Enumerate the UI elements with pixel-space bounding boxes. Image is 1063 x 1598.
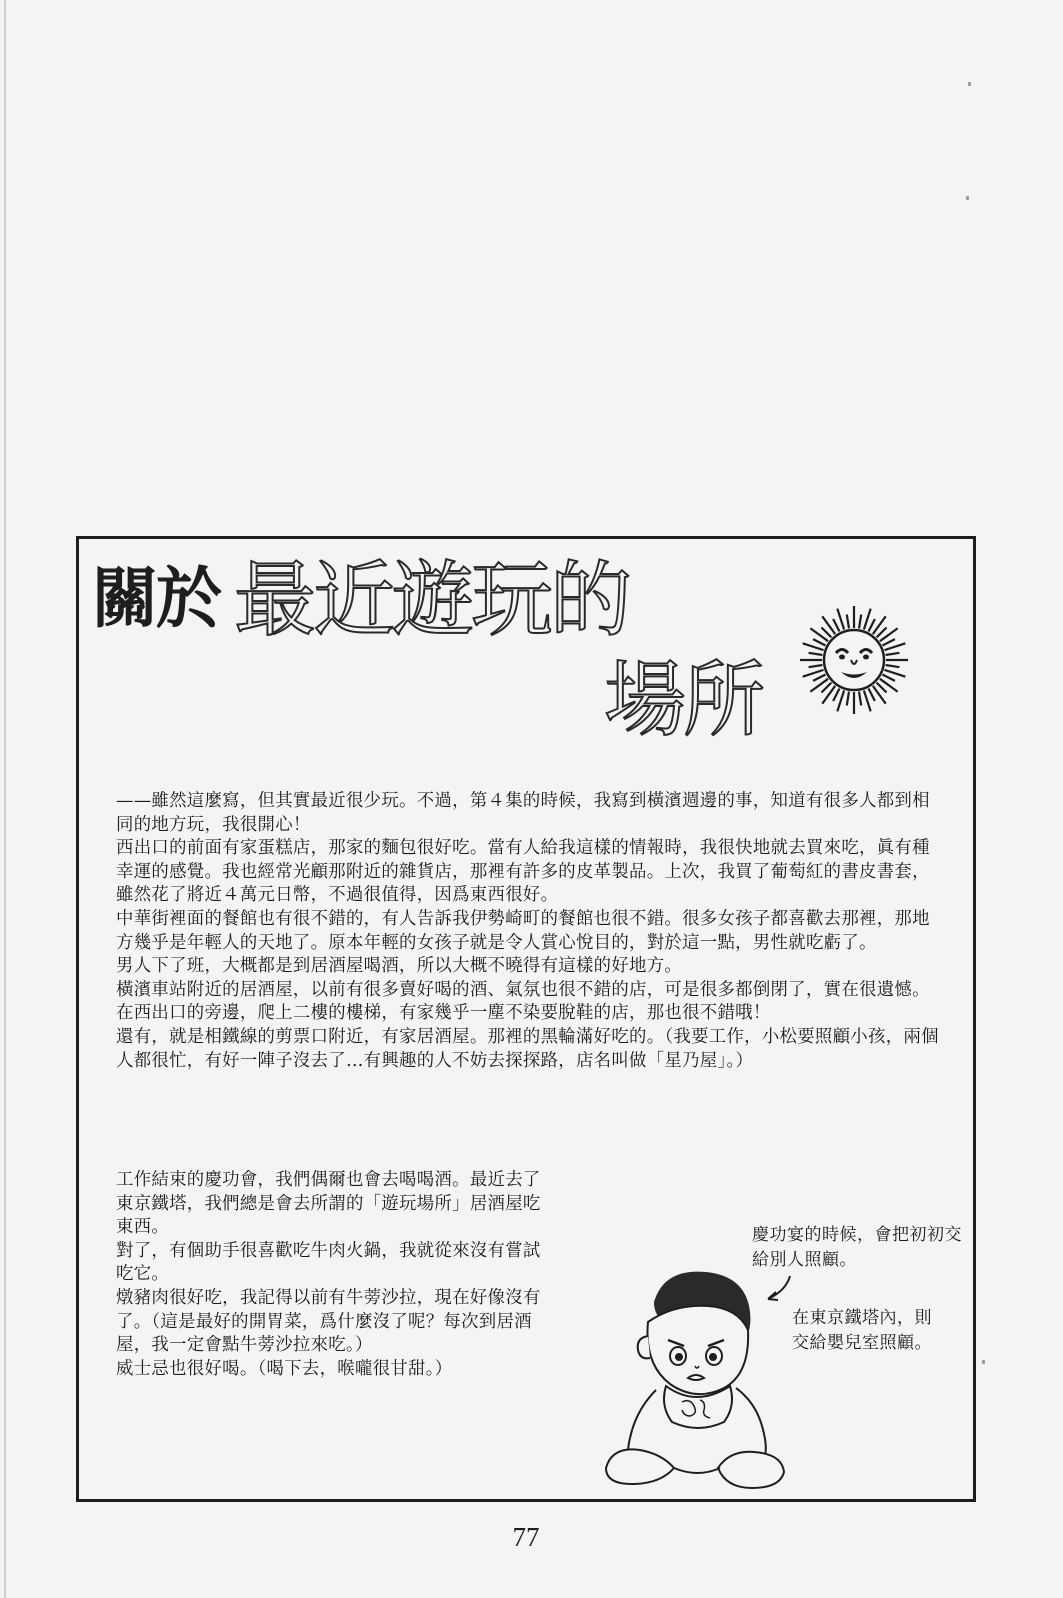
title-part-2: 最近遊玩的 [234,553,630,648]
paragraph: 男人下了班，大概都是到居酒屋喝酒，所以大概不曉得有這樣的好地方。 [116,956,683,977]
illustration-note-2: 在東京鐵塔內，則交給嬰兒室照顧。 [792,1308,932,1353]
paragraph: 還有，就是相鐵線的剪票口附近，有家居酒屋。那裡的黑輪滿好吃的。（我要工作，小松要照顧小孩，兩個人都很忙，有好一陣子沒去了…有興趣的人不妨去探探路，店名叫做「星乃屋」。） [116,1026,939,1071]
scan-speck [968,82,971,86]
paragraph: 西出口的前面有家蛋糕店，那家的麵包很好吃。當有人給我這樣的情報時，我很快地就去買來吃，眞有種幸運的感覺。我也經常光顧那附近的雜貨店，那裡有許多的皮革製品。上次，我買了葡萄紅的書皮書套，雖然花了將近４萬元日幣，不過很值得，因爲東西很好。 [116,838,930,906]
title-part-1: 關於 [92,560,220,637]
page-left-edge [4,0,6,1598]
page-number: 77 [512,1522,540,1552]
title-part-3: 場所 [604,653,763,748]
paragraph: 威士忌也很好喝。（喝下去，喉嚨很甘甜。） [116,1358,453,1379]
paragraph: 中華街裡面的餐館也有很不錯的，有人告訴我伊勢崎町的餐館也很不錯。很多女孩子都喜歡去那裡，那地方幾乎是年輕人的天地了。原本年輕的女孩子就是令人賞心悅目的，對於這一點，男性就吃虧了。 [116,908,930,953]
paragraph: 對了，有個助手很喜歡吃牛肉火鍋，我就從來沒有嘗試吃它。 [116,1240,541,1285]
sun-face-icon [798,604,910,716]
article-body-lower [116,1169,556,1381]
scan-speck [966,196,969,200]
article-body [116,790,940,1073]
paragraph: 工作結束的慶功會，我們偶爾也會去喝喝酒。最近去了東京鐵塔，我們總是會去所謂的「遊玩場所」居酒屋吃東西。 [116,1170,541,1238]
baby-illustration [596,1262,796,1494]
scan-speck [982,1360,985,1364]
paragraph: 橫濱車站附近的居酒屋，以前有很多賣好喝的酒、氣氛也很不錯的店，可是很多都倒閉了，實在很遺憾。在西出口的旁邊，爬上二樓的樓梯，有家幾乎一塵不染要脫鞋的店，那也很不錯哦！ [116,979,930,1024]
paragraph: 燉豬肉很好吃，我記得以前有牛蒡沙拉，現在好像沒有了。（這是最好的開胃菜，爲什麼沒了呢？每次到居酒屋，我一定會點牛蒡沙拉來吃。） [116,1287,541,1356]
paragraph: ——雖然這麼寫，但其實最近很少玩。不過，第４集的時候，我寫到橫濱週邊的事，知道有很多人都到相同的地方玩，我很開心！ [116,791,930,835]
illustration-note-1: 慶功宴的時候，會把初初交給別人照顧。 [752,1225,962,1270]
